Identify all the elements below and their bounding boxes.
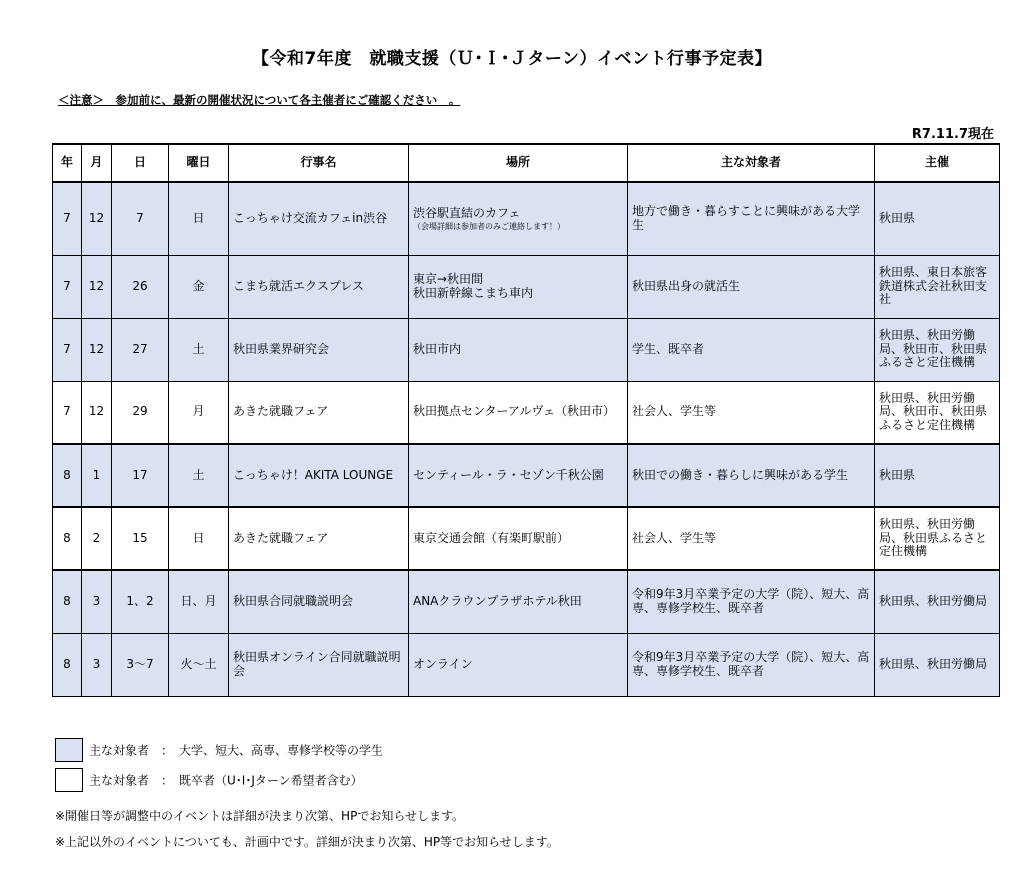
table-header-row xyxy=(53,144,1000,182)
cell-place xyxy=(409,255,628,318)
cell-target: 学生、既卒者 xyxy=(628,318,875,381)
col-header-target: 主な対象者 xyxy=(628,144,875,182)
cell-event: こっちゃけ！AKITA LOUNGE xyxy=(229,444,409,507)
table-row xyxy=(53,318,1000,381)
page-title: 【令和7年度 就職支援（Ｕ･Ｉ･Ｊターン）イベント行事予定表】 xyxy=(252,49,772,69)
col-header-day: 日 xyxy=(112,144,169,182)
cell-host: 秋田県、秋田労働局、秋田市、秋田県ふるさと定住機構 xyxy=(875,318,1000,381)
cell-target: 秋田での働き・暮らしに興味がある学生 xyxy=(628,444,875,507)
cell-event: 秋田県合同就職説明会 xyxy=(229,570,409,633)
note-1: ※開催日等が調整中のイベントは詳細が決まり次第、HPでお知らせします。 xyxy=(55,809,464,823)
cell-host: 秋田県 xyxy=(875,182,1000,255)
cell-place xyxy=(409,381,628,444)
col-header-host: 主催 xyxy=(875,144,1000,182)
table-row xyxy=(53,570,1000,633)
place-text: 渋谷駅直結のカフェ xyxy=(413,205,521,220)
table-row xyxy=(53,633,1000,696)
cell-month: 12 xyxy=(82,318,112,381)
cell-day: 15 xyxy=(112,507,169,570)
cell-place xyxy=(409,507,628,570)
cell-host: 秋田県、秋田労働局 xyxy=(875,633,1000,696)
cell-day: 3～7 xyxy=(112,633,169,696)
as-of-date: R7.11.7現在 xyxy=(911,127,994,142)
cell-day: 7 xyxy=(112,182,169,255)
legend-grad-label: 主な対象者 ： 既卒者（U･I･Jターン希望者含む） xyxy=(89,773,363,788)
cell-host: 秋田県、秋田労働局、秋田県ふるさと定住機構 xyxy=(875,507,1000,570)
cell-day: 17 xyxy=(112,444,169,507)
cell-day: 26 xyxy=(112,255,169,318)
legend-student-label: 主な対象者 ： 大学、短大、高専、専修学校等の学生 xyxy=(89,743,384,758)
col-header-weekday: 曜日 xyxy=(169,144,229,182)
legend-grad-swatch xyxy=(55,768,83,792)
cell-weekday: 土 xyxy=(169,318,229,381)
legend-student-swatch xyxy=(55,738,83,762)
col-header-event: 行事名 xyxy=(229,144,409,182)
cell-target: 秋田県出身の就活生 xyxy=(628,255,875,318)
cell-year: 7 xyxy=(53,381,82,444)
cell-weekday: 日、月 xyxy=(169,570,229,633)
table-row xyxy=(53,507,1000,570)
place-note: （会場詳細は参加者のみご連絡します！） xyxy=(413,221,565,231)
table-row xyxy=(53,381,1000,444)
col-header-year: 年 xyxy=(53,144,82,182)
cell-weekday: 土 xyxy=(169,444,229,507)
place-text: 東京→秋田間 秋田新幹線こまち車内 xyxy=(413,271,534,300)
cell-day: 27 xyxy=(112,318,169,381)
cell-day: 1、2 xyxy=(112,570,169,633)
cell-place xyxy=(409,444,628,507)
cell-month: 12 xyxy=(82,381,112,444)
note-2: ※上記以外のイベントについても、計画中です。詳細が決まり次第、HP等でお知らせします。 xyxy=(55,835,559,849)
table-row xyxy=(53,444,1000,507)
cell-year: 8 xyxy=(53,507,82,570)
event-schedule-table xyxy=(52,143,1000,697)
cell-month: 2 xyxy=(82,507,112,570)
cell-target: 地方で働き・暮らすことに興味がある大学生 xyxy=(628,182,875,255)
cell-event: こっちゃけ交流カフェin渋谷 xyxy=(229,182,409,255)
cell-month: 12 xyxy=(82,182,112,255)
cell-host: 秋田県 xyxy=(875,444,1000,507)
cell-day: 29 xyxy=(112,381,169,444)
cell-place xyxy=(409,633,628,696)
cell-place xyxy=(409,318,628,381)
cell-event: こまち就活エクスプレス xyxy=(229,255,409,318)
table-row xyxy=(53,182,1000,255)
cell-target: 社会人、学生等 xyxy=(628,507,875,570)
cell-target: 令和9年3月卒業予定の大学（院）、短大、高専、専修学校生、既卒者 xyxy=(628,570,875,633)
legend-student xyxy=(55,738,383,762)
cell-host: 秋田県、東日本旅客鉄道株式会社秋田支社 xyxy=(875,255,1000,318)
cell-weekday: 金 xyxy=(169,255,229,318)
cell-weekday: 日 xyxy=(169,182,229,255)
cell-year: 7 xyxy=(53,318,82,381)
cell-event: 秋田県業界研究会 xyxy=(229,318,409,381)
cell-event: あきた就職フェア xyxy=(229,507,409,570)
cell-month: 3 xyxy=(82,633,112,696)
place-text: オンライン xyxy=(413,656,473,671)
cell-host: 秋田県、秋田労働局、秋田市、秋田県ふるさと定住機構 xyxy=(875,381,1000,444)
cell-weekday: 月 xyxy=(169,381,229,444)
cell-weekday: 日 xyxy=(169,507,229,570)
cell-target: 社会人、学生等 xyxy=(628,381,875,444)
cell-event: 秋田県オンライン合同就職説明会 xyxy=(229,633,409,696)
place-text: 秋田拠点センターアルヴェ（秋田市） xyxy=(413,404,615,419)
cell-year: 7 xyxy=(53,182,82,255)
cell-place xyxy=(409,182,628,255)
place-text: ANAクラウンプラザホテル秋田 xyxy=(413,593,582,608)
cell-event: あきた就職フェア xyxy=(229,381,409,444)
cell-month: 1 xyxy=(82,444,112,507)
cell-host: 秋田県、秋田労働局 xyxy=(875,570,1000,633)
notice-text: ＜注意＞ 参加前に、最新の開催状況について各主催者にご確認ください 。 xyxy=(58,93,461,107)
cell-target: 令和9年3月卒業予定の大学（院）、短大、高専、専修学校生、既卒者 xyxy=(628,633,875,696)
cell-year: 8 xyxy=(53,570,82,633)
table-row xyxy=(53,255,1000,318)
cell-year: 8 xyxy=(53,633,82,696)
col-header-place: 場所 xyxy=(409,144,628,182)
cell-month: 3 xyxy=(82,570,112,633)
cell-year: 8 xyxy=(53,444,82,507)
place-text: センティール・ラ・セゾン千秋公園 xyxy=(413,467,604,482)
cell-place xyxy=(409,570,628,633)
col-header-month: 月 xyxy=(82,144,112,182)
cell-year: 7 xyxy=(53,255,82,318)
cell-weekday: 火～土 xyxy=(169,633,229,696)
place-text: 東京交通会館（有楽町駅前） xyxy=(413,530,570,545)
cell-month: 12 xyxy=(82,255,112,318)
legend-grad xyxy=(55,768,363,792)
place-text: 秋田市内 xyxy=(413,341,462,356)
